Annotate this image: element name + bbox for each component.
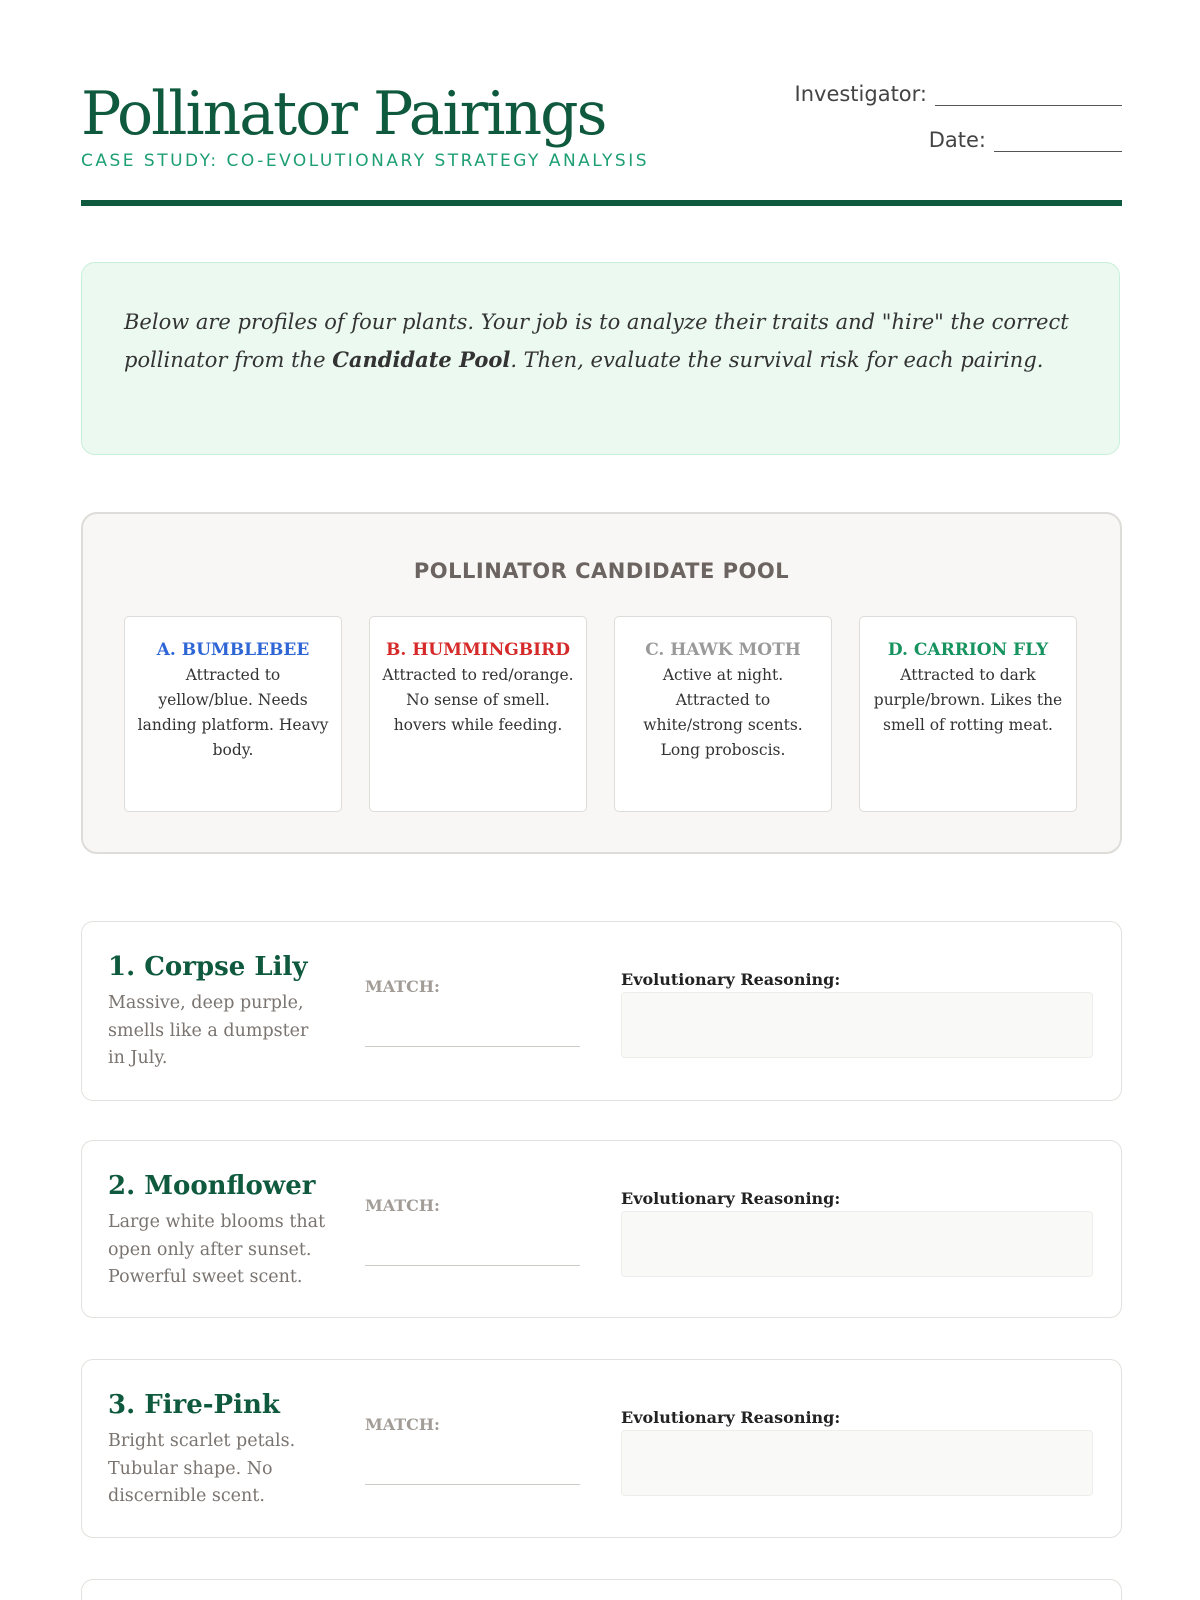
candidate-name: D. CARRION FLY: [887, 640, 1049, 660]
intro-text-start: Below are profiles of four plants. Your job is to analyze their traits and "hire" the correct pollinator from the: [124, 310, 1069, 372]
date-line: [929, 128, 1122, 152]
candidate-description: Attracted to dark purple/brown. Likes the smell of rotting meat.: [873, 666, 1063, 734]
plant-description: Large white blooms that open only after sunset. Powerful sweet scent.: [108, 1212, 326, 1287]
plant-card-fire-pink: [81, 1359, 1122, 1538]
investigator-line: [795, 82, 1122, 106]
plant-card-next-partial: [81, 1579, 1122, 1600]
plant-description: Bright scarlet petals. Tubular shape. No discernible scent.: [108, 1431, 296, 1506]
match-label: MATCH:: [365, 1415, 440, 1434]
plant-card-moonflower: [81, 1140, 1122, 1318]
candidate-card-carrion-fly: [859, 616, 1077, 812]
match-answer-field[interactable]: [365, 1265, 580, 1266]
reasoning-label: Evolutionary Reasoning:: [621, 970, 841, 989]
plant-card-corpse-lily: [81, 921, 1122, 1101]
candidate-description: Active at night. Attracted to white/strong scents. Long proboscis.: [643, 666, 803, 759]
intro-text-end: . Then, evaluate the survival risk for each pairing.: [510, 348, 1044, 372]
plant-name: 3. Fire-Pink: [108, 1390, 280, 1420]
candidate-name: A. BUMBLEBEE: [156, 640, 310, 660]
intro-box: [81, 262, 1120, 455]
match-label: MATCH:: [365, 1196, 440, 1215]
candidate-name: B. HUMMINGBIRD: [386, 640, 570, 660]
candidate-pool: [81, 512, 1122, 854]
intro-text-bold: Candidate Pool: [332, 347, 511, 372]
reasoning-answer-box[interactable]: [621, 1430, 1093, 1496]
date-field[interactable]: [994, 133, 1122, 152]
date-label: Date:: [928, 128, 986, 152]
match-answer-field[interactable]: [365, 1484, 580, 1485]
reasoning-answer-box[interactable]: [621, 1211, 1093, 1277]
worksheet-header: [81, 80, 1122, 208]
plant-name: 1. Corpse Lily: [108, 952, 308, 982]
header-divider: [81, 200, 1122, 206]
page-title: Pollinator Pairings: [81, 79, 606, 149]
candidate-card-bumblebee: [124, 616, 342, 812]
investigator-field[interactable]: [935, 87, 1122, 106]
plant-description: Massive, deep purple, smells like a dumpster in July.: [108, 993, 309, 1068]
reasoning-label: Evolutionary Reasoning:: [621, 1408, 841, 1427]
match-answer-field[interactable]: [365, 1046, 580, 1047]
worksheet-page: [81, 0, 1122, 1600]
match-label: MATCH:: [365, 977, 440, 996]
candidate-description: Attracted to yellow/blue. Needs landing platform. Heavy body.: [137, 666, 329, 759]
plant-name: 2. Moonflower: [108, 1171, 316, 1201]
reasoning-label: Evolutionary Reasoning:: [621, 1189, 841, 1208]
investigator-label: Investigator:: [794, 82, 927, 106]
candidate-description: Attracted to red/orange. No sense of smell. hovers while feeding.: [382, 666, 574, 734]
candidate-card-hawk-moth: [614, 616, 832, 812]
reasoning-answer-box[interactable]: [621, 992, 1093, 1058]
candidate-card-hummingbird: [369, 616, 587, 812]
candidate-name: C. HAWK MOTH: [645, 640, 801, 660]
pool-title: POLLINATOR CANDIDATE POOL: [413, 559, 790, 583]
page-subtitle: CASE STUDY: CO-EVOLUTIONARY STRATEGY ANALYSIS: [81, 151, 650, 171]
